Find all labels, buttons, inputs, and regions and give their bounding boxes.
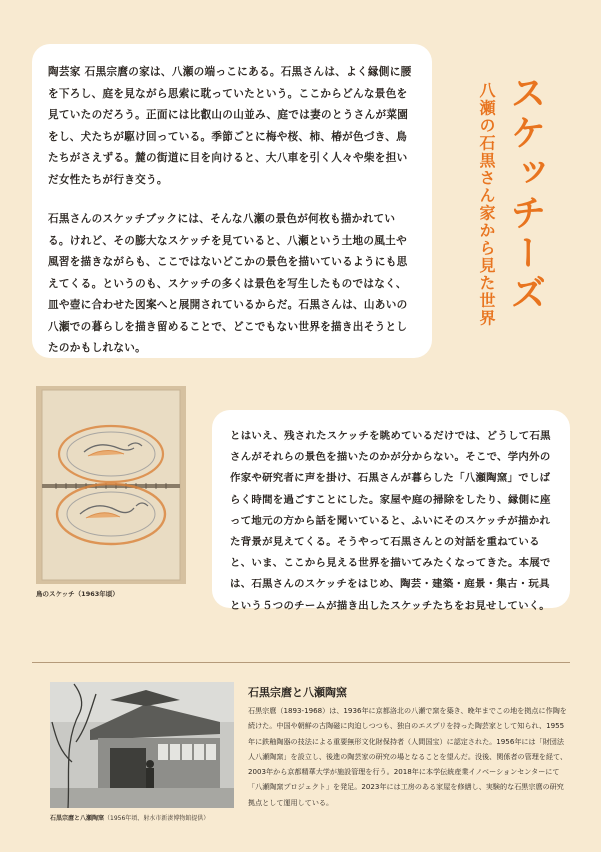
house-caption-note: （1956年頃、射水市新湊博物館提供） xyxy=(104,815,210,822)
house-caption-main: 石黒宗麿と八瀬陶窯 xyxy=(50,815,105,822)
second-paragraph: とはいえ、残されたスケッチを眺めているだけでは、どうして石黒さんがそれらの景色を描いたのかが分からない。そこで、学内外の作家や研究者に声を掛け、石黒さんが暮らした「八瀬陶窯」でしばらく時間を過ごすことにした。家屋や庭の掃除をしたり、縁側に座って地元の方から話を聞いていると、ふいにそのスケッチが描かれた背景が見えてくる。そうやって石黒さんとの対話を重ねていると、いま、ここから見える世界を描いてみたくなってきた。本展では、石黒さんのスケッチをはじめ、陶芸・建築・庭景・集古・玩具という５つのチームが描き出したスケッチたちをお見せしていく。 xyxy=(230,430,551,612)
house-photo xyxy=(50,682,234,808)
second-card xyxy=(212,410,570,612)
bird-sketch-image xyxy=(36,386,186,584)
intro-paragraph-1: 陶芸家 石黒宗麿の家は、八瀬の端っこにある。石黒さんは、よく縁側に腰を下ろし、庭を見ながら思索に耽っていたという。ここからどんな景色を見ていたのだろう。正面には比叡山の山並み、庭では妻のとうさんが菜園をし、犬たちが駆け回っている。季節ごとに梅や桜、柿、椿が色づき、鳥たちがさえずる。麓の街道に目を向けると、大八車を引く人々や柴を担いだ女性たちが行き交う。 xyxy=(48,66,412,186)
exhibition-subtitle: 八瀬の石黒さん家から見た世界 xyxy=(477,82,496,327)
sketch-caption: 鳥のスケッチ（1963年頃） xyxy=(36,590,119,598)
section-divider xyxy=(32,662,570,663)
exhibition-title: スケッチーズ xyxy=(505,74,546,314)
house-caption xyxy=(50,813,209,822)
bio-title: 石黒宗麿と八瀬陶窯 xyxy=(248,686,347,699)
bio-text: 石黒宗麿（1893-1968）は、1936年に京都洛北の八瀬で窯を築き、晩年までこの地を拠点に作陶を続けた。中国や朝鮮の古陶磁に肉迫しつつも、独自のエスプリを持った陶芸家として知られ、1955年に鉄釉陶器の技法による重要無形文化財保持者（人間国宝）に認定された。1956年には「財団法人八瀬陶窯」を設立し、後進の陶芸家の研究の場となることを望んだ。没後、関係者の管理を経て、2003年から京都精華大学が施設管理を行う。2018年に本学伝統産業イノベーションセンターにて「八瀬陶窯プロジェクト」を発足。2023年には工房のある家屋を修繕し、実験的な石黒宗麿の研究拠点として運用している。 xyxy=(248,706,568,807)
intro-paragraph-2: 石黒さんのスケッチブックには、そんな八瀬の景色が何枚も描かれている。けれど、その膨大なスケッチを見ていると、八瀬という土地の風土や風習を描きながらも、ここではないどこかの景色を描いているようにも思えてくる。というのも、スケッチの多くは景色を写生したものではなく、皿や壺に合わせた図案へと展開されているからだ。石黒さんは、山あいの八瀬での暮らしを描き留めることで、どこでもない世界を描き出そうとしたのかもしれない。 xyxy=(48,213,408,354)
intro-card xyxy=(32,44,432,358)
